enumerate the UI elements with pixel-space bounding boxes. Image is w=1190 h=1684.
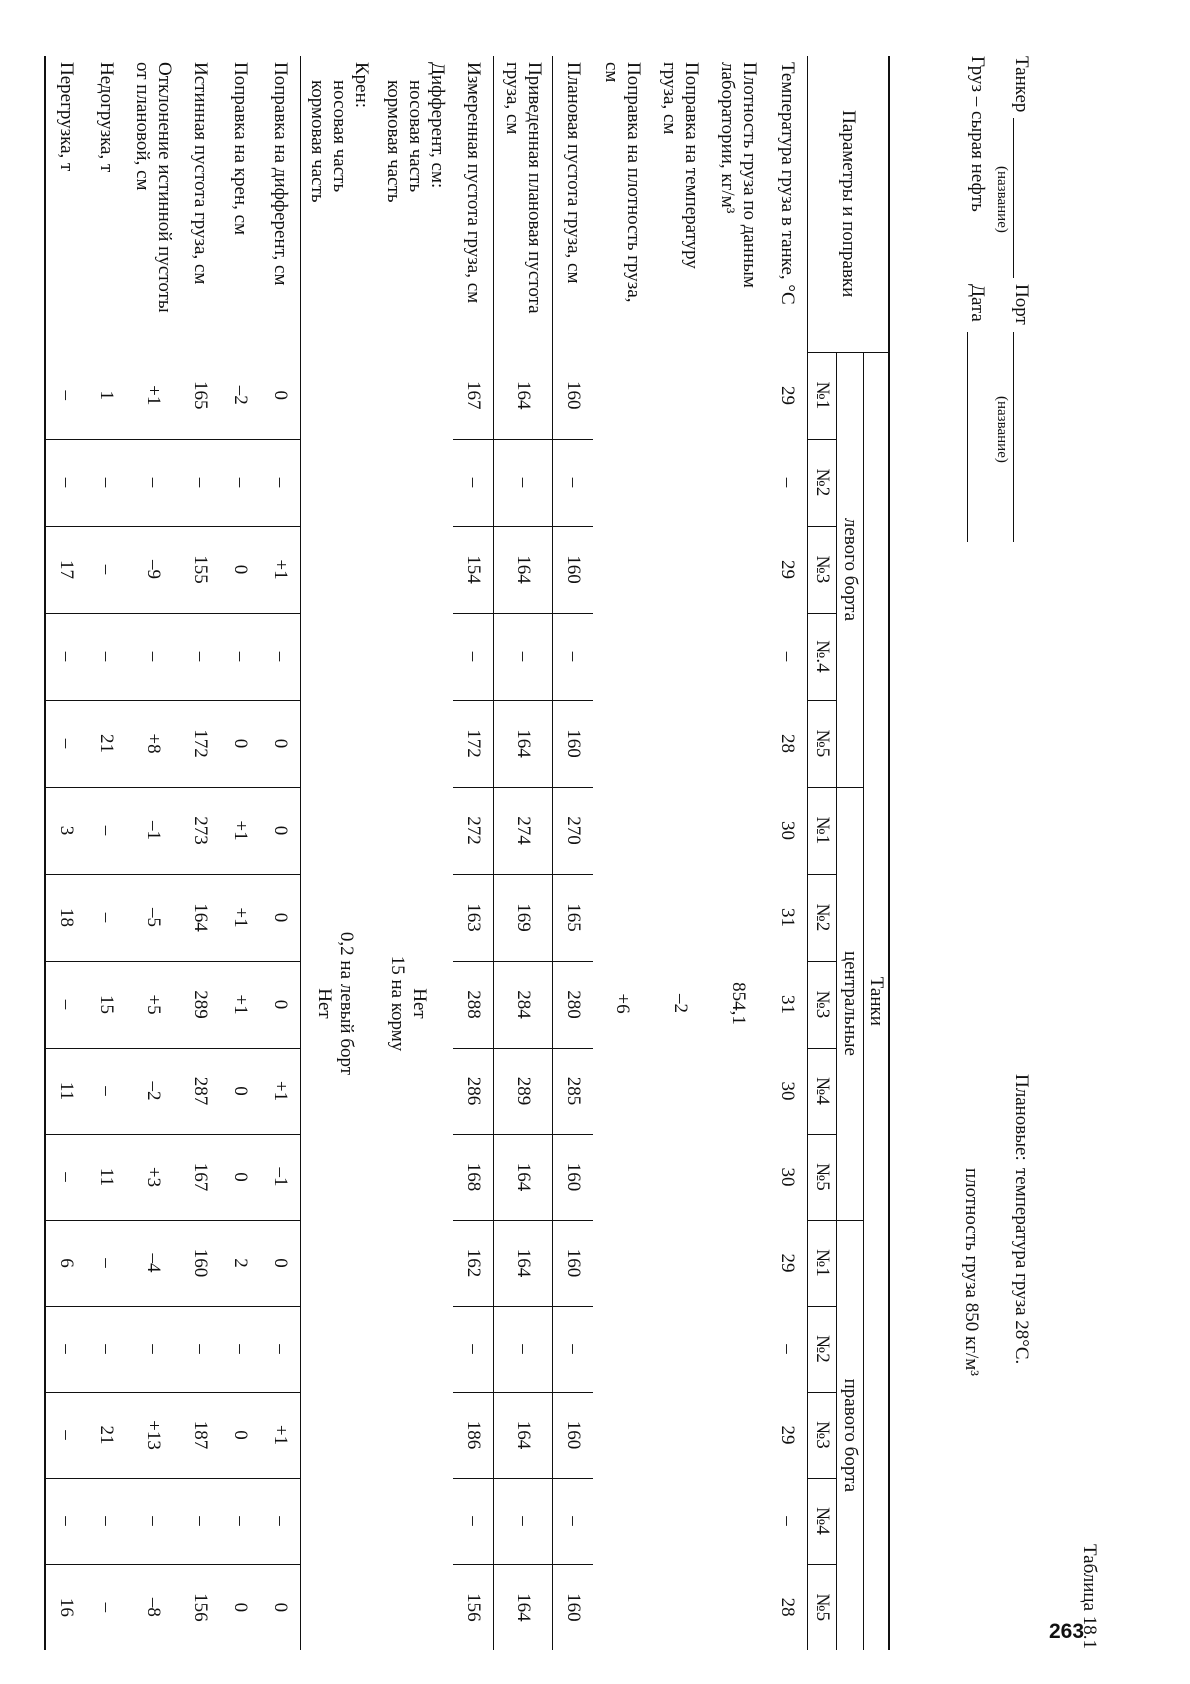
cell-underload-10: 11 [87,1134,127,1220]
cell-planned-ullage-11: 160 [553,1220,594,1306]
cell-underload-11: – [87,1220,127,1306]
cell-overload-1: – [46,352,87,439]
cell-corr-trim-10: –1 [261,1134,302,1220]
cell-corr-trim-2: – [261,439,302,526]
cell-reduced-3: 164 [494,526,553,613]
param-deviation-line1: Отклонение истинной пустоты [154,62,176,313]
cell-temp-14: – [777,1516,798,1526]
cell-underload-3: – [87,526,127,613]
tanker-label: Танкер [1011,56,1032,113]
param-trim-line3: кормовая часть [383,80,404,203]
cell-underload-2: – [87,439,127,526]
param-corr-density-line1: Поправка на плотность груза, [623,62,644,303]
cell-measured-12: – [453,1306,494,1392]
param-corr-temp [651,56,709,352]
cell-deviation-12: – [127,1306,181,1392]
param-reduced-ullage [494,56,553,352]
cell-true-ullage-1: 165 [190,381,212,410]
cell-corr-trim-12: – [261,1306,302,1392]
cell-corr-trim-9: +1 [261,1048,302,1134]
cargo-tanks-table [45,56,891,1650]
cell-planned-ullage-5: 160 [553,700,594,787]
cell-temp-15: 28 [777,1597,798,1617]
cell-overload-7: 18 [46,874,87,961]
tank-left-1: №1 [808,352,837,439]
row-corr-trim [261,56,302,1650]
cell-overload-6: 3 [46,787,87,874]
cell-underload-14: – [87,1478,127,1564]
cell-corr-list-12: – [221,1306,261,1392]
row-density [709,56,767,1650]
cell-overload-3: 17 [46,526,87,613]
cell-reduced-8: 284 [494,961,553,1048]
cell-overload-13: – [46,1392,87,1478]
param-list [301,56,377,352]
param-reduced-line2: груза, см [502,62,523,135]
cell-measured-1: 167 [463,381,484,410]
tank-center-3: №3 [808,961,837,1048]
param-trim-line2: носовая часть [405,80,426,193]
cell-temp-6: 30 [777,821,798,840]
cell-deviation-9: –2 [127,1048,181,1134]
cell-true-ullage-3: 155 [181,526,221,613]
param-header: Параметры и поправки [808,56,890,352]
row-measured-ullage [453,56,494,1650]
cell-deviation-4: – [127,613,181,700]
tanker-name-hint: (название) [994,166,1010,233]
cell-corr-trim-14: – [261,1478,302,1564]
cell-reduced-9: 289 [494,1048,553,1134]
cell-deviation-6: –1 [127,787,181,874]
shared-list [301,787,377,1220]
cell-overload-5: – [46,700,87,787]
cell-deviation-11: –4 [127,1220,181,1306]
cell-overload-8: – [46,961,87,1048]
param-density-line1: Плотность груза по данным [739,62,760,288]
tanker-name-line [1013,118,1014,278]
cell-measured-7: 163 [453,874,494,961]
cell-true-ullage-7: 164 [181,874,221,961]
cell-corr-list-13: 0 [221,1392,261,1478]
cell-reduced-14: – [494,1478,553,1564]
tank-center-2: №2 [808,874,837,961]
cell-deviation-2: – [127,439,181,526]
cell-corr-trim-4: – [261,613,302,700]
cell-deviation-8: +5 [127,961,181,1048]
cell-corr-trim-3: +1 [261,526,302,613]
cell-corr-list-2: – [221,439,261,526]
row-overload [46,56,87,1650]
tank-left-4: №.4 [808,613,837,700]
tank-right-1: №1 [808,1220,837,1306]
param-overload: Перегрузка, т [46,56,87,352]
port-label: Порт [1011,284,1032,325]
param-list-line2: носовая часть [329,80,351,193]
cell-planned-ullage-6: 270 [553,787,594,874]
cell-measured-13: 186 [453,1392,494,1478]
cell-deviation-10: +3 [127,1134,181,1220]
row-planned-ullage [553,56,594,1650]
cell-measured-14: – [453,1478,494,1564]
tank-center-5: №5 [808,1134,837,1220]
param-list-line1: Крен: [351,62,373,109]
tank-left-3: №3 [808,526,837,613]
cell-temp-5: 28 [777,734,798,753]
cell-corr-list-14: – [221,1478,261,1564]
cell-reduced-4: – [494,613,553,700]
row-corr-temp [651,56,709,1650]
port-name-line [1013,332,1014,542]
cell-true-ullage-10: 167 [181,1134,221,1220]
cell-reduced-1: 164 [494,352,553,439]
param-true-ullage: Истинная пустота груза, см [190,62,212,285]
cell-reduced-11: 164 [494,1220,553,1306]
cell-deviation-3: –9 [127,526,181,613]
cell-corr-trim-7: 0 [261,874,302,961]
tank-right-4: №4 [808,1478,837,1564]
cell-temp-9: 30 [777,1081,798,1101]
tank-left-5: №5 [808,700,837,787]
row-temp [767,56,808,1650]
cell-true-ullage-5: 172 [181,700,221,787]
row-deviation [127,56,181,1650]
cell-reduced-7: 169 [494,874,553,961]
tank-right-5: №5 [808,1564,837,1650]
cell-measured-2: – [453,439,494,526]
cell-corr-list-8: +1 [221,961,261,1048]
cell-temp-1: 29 [777,386,798,405]
row-corr-density [593,56,651,1650]
row-list [301,56,377,1650]
cell-underload-6: – [87,787,127,874]
param-corr-temp-line1: Поправка на температуру [681,62,702,269]
cell-corr-trim-1: 0 [270,390,292,400]
param-measured-ullage: Измеренная пустота груза, см [463,62,484,304]
param-reduced-line1: Приведенная плановая пустота [524,62,545,314]
cell-true-ullage-15: 156 [181,1564,221,1650]
cell-measured-11: 162 [453,1220,494,1306]
cell-deviation-5: +8 [127,700,181,787]
cell-deviation-14: – [127,1478,181,1564]
cell-deviation-1: +1 [143,385,165,406]
param-corr-trim: Поправка на дифферент, см [270,62,292,286]
cell-overload-9: 11 [46,1048,87,1134]
cell-planned-ullage-13: 160 [553,1392,594,1478]
cell-reduced-12: – [494,1306,553,1392]
planned-label: Плановые: [1011,1074,1032,1161]
param-corr-density-line2: см [601,62,622,83]
cell-planned-ullage-3: 160 [553,526,594,613]
cell-corr-list-11: 2 [221,1220,261,1306]
cell-true-ullage-4: – [181,613,221,700]
list-stern-value: Нет [314,988,336,1019]
cell-reduced-2: – [494,439,553,526]
cell-corr-trim-11: 0 [261,1220,302,1306]
cell-underload-4: – [87,613,127,700]
cell-temp-3: 29 [777,560,798,579]
cell-corr-trim-15: 0 [261,1564,302,1650]
cell-measured-10: 168 [453,1134,494,1220]
row-trim [377,56,453,1650]
param-corr-list: Поправка на крен, см [230,62,252,236]
cell-true-ullage-9: 287 [181,1048,221,1134]
group-right: правого борта [837,1220,864,1650]
cell-underload-7: – [87,874,127,961]
cell-temp-8: 31 [777,995,798,1014]
cell-planned-ullage-12: – [553,1306,594,1392]
cell-measured-8: 288 [453,961,494,1048]
cell-corr-list-3: 0 [221,526,261,613]
cell-measured-3: 154 [453,526,494,613]
cell-true-ullage-6: 273 [181,787,221,874]
cell-true-ullage-8: 289 [181,961,221,1048]
cell-corr-trim-6: 0 [261,787,302,874]
table-label: Таблица 18.1 [1079,1544,1100,1650]
tank-center-4: №4 [808,1048,837,1134]
param-trim [377,56,453,352]
tank-right-2: №2 [808,1306,837,1392]
cell-corr-trim-5: 0 [261,700,302,787]
cell-measured-4: – [453,613,494,700]
param-list-line3: кормовая часть [307,80,329,203]
rotated-page-content [56,56,1100,1650]
cell-corr-list-15: 0 [221,1564,261,1650]
cell-reduced-5: 164 [494,700,553,787]
cell-true-ullage-12: – [181,1306,221,1392]
param-trim-line1: Дифферент, см: [427,62,448,189]
cell-corr-list-9: 0 [221,1048,261,1134]
date-line [967,332,968,542]
cell-planned-ullage-9: 285 [553,1048,594,1134]
param-deviation [127,56,181,352]
cell-measured-15: 156 [453,1564,494,1650]
cell-true-ullage-2: – [181,439,221,526]
shared-density: 854,1 [728,982,749,1025]
cell-deviation-7: –5 [127,874,181,961]
cell-planned-ullage-8: 280 [553,961,594,1048]
cell-temp-4: – [777,651,798,662]
shared-trim [377,787,453,1220]
param-deviation-line2: от плановой, см [132,62,154,191]
tank-right-3: №3 [808,1392,837,1478]
shared-corr-temp: –2 [670,994,691,1013]
cargo-label: Груз – сырая нефть [967,56,988,212]
group-left: левого борта [837,352,864,787]
cell-corr-list-6: +1 [221,787,261,874]
cell-measured-9: 286 [453,1048,494,1134]
cell-reduced-6: 274 [494,787,553,874]
cell-overload-2: – [46,439,87,526]
cell-measured-6: 272 [453,787,494,874]
cell-planned-ullage-4: – [553,613,594,700]
tank-center-1: №1 [808,787,837,874]
tank-left-2: №2 [808,439,837,526]
cell-planned-ullage-7: 165 [553,874,594,961]
cell-underload-12: – [87,1306,127,1392]
cell-measured-5: 172 [453,700,494,787]
param-corr-temp-line2: груза, см [659,62,680,135]
table-body [46,56,808,1650]
cell-overload-11: 6 [46,1220,87,1306]
param-density [709,56,767,352]
port-name-hint: (название) [994,396,1010,463]
shared-corr-density: +6 [612,993,633,1014]
cell-reduced-13: 164 [494,1392,553,1478]
cell-temp-11: 29 [777,1253,798,1273]
cell-planned-ullage-14: – [553,1478,594,1564]
cell-underload-15: – [87,1564,127,1650]
cell-planned-ullage-2: – [553,439,594,526]
list-bow-value: 0,2 на левый борт [336,931,358,1076]
cell-corr-trim-8: 0 [261,961,302,1048]
cell-underload-8: 15 [87,961,127,1048]
param-temp: Температура груза в танке, °С [777,62,798,305]
trim-stern-value: 15 на корму [387,955,408,1052]
cell-true-ullage-11: 160 [181,1220,221,1306]
row-true-ullage [181,56,221,1650]
cell-overload-10: – [46,1134,87,1220]
cell-temp-10: 30 [777,1167,798,1187]
cell-reduced-10: 164 [494,1134,553,1220]
cell-corr-list-7: +1 [221,874,261,961]
cell-deviation-13: +13 [127,1392,181,1478]
row-underload [87,56,127,1650]
row-reduced-ullage [494,56,553,1650]
page-number: 263 [1049,1620,1085,1643]
cell-planned-ullage-1: 160 [553,352,594,439]
cell-underload-1: 1 [96,390,118,400]
cell-temp-2: – [777,477,798,488]
param-underload: Недогрузка, т [96,62,118,173]
cell-true-ullage-13: 187 [181,1392,221,1478]
cell-corr-list-5: 0 [221,700,261,787]
cell-planned-ullage-10: 160 [553,1134,594,1220]
param-planned-ullage: Плановая пустота груза, см [553,56,594,352]
param-density-line2: лаборатории, кг/м³ [717,62,738,214]
param-corr-density [593,56,651,352]
date-label: Дата [967,284,988,322]
cell-reduced-15: 164 [494,1564,553,1650]
planned-density: плотность груза 850 кг/м³ [961,1168,982,1376]
cell-overload-15: 16 [46,1564,87,1650]
cell-corr-list-1: –2 [230,385,252,405]
cell-underload-13: 21 [87,1392,127,1478]
cell-true-ullage-14: – [181,1478,221,1564]
group-center: центральные [837,787,864,1220]
cell-underload-9: – [87,1048,127,1134]
cell-temp-7: 31 [777,908,798,927]
cell-corr-trim-13: +1 [261,1392,302,1478]
trim-bow-value: Нет [409,988,430,1019]
cell-temp-13: 29 [777,1425,798,1445]
cell-underload-5: 21 [87,700,127,787]
cell-overload-14: – [46,1478,87,1564]
cell-overload-4: – [46,613,87,700]
cell-temp-12: – [777,1344,798,1354]
cell-overload-12: – [46,1306,87,1392]
cell-corr-list-4: – [221,613,261,700]
row-corr-list [221,56,261,1650]
cell-corr-list-10: 0 [221,1134,261,1220]
cell-planned-ullage-15: 160 [553,1564,594,1650]
planned-temp: температура груза 28°С. [1011,1168,1032,1365]
tanks-header: Танки [864,352,889,1650]
cell-deviation-15: –8 [127,1564,181,1650]
